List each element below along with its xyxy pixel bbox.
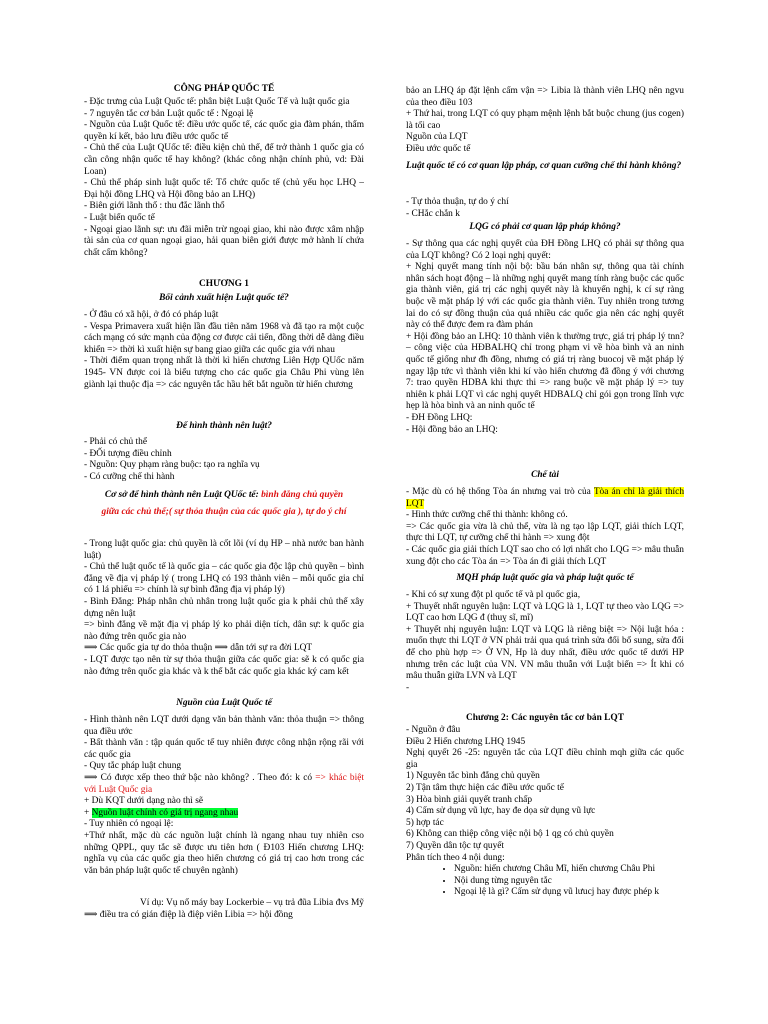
principle-item: 3) Hòa bình giải quyết tranh chấp	[406, 794, 533, 805]
sanction-list	[406, 487, 684, 568]
sources-item: - Bất thành văn : tập quán quốc tế tuy nhiên được công nhận rộng rãi với các quốc gia	[84, 738, 364, 760]
formation-item: - Phải có chủ thể	[84, 437, 148, 447]
relation-item: + Thuyết nhị nguyên luận: LQT và LQG là riêng biệt => Nội luật hóa : muốn thực thi LQT ở VN phải trải qua quá trình sửa đổi bổ sung, sửa đổi để cho phù hợp => Ở VN, Hp là duy nhất, điều ước quốc tế dưới HP nhưng trên các luật của VN. VN mâu thuẫn với Luật biển => Ít khi có mâu thuẫn giữa LVN và LQT	[406, 624, 684, 682]
yellow-highlight: Tòa án chỉ là giải thích LQT	[406, 487, 685, 509]
context-item: - Thời điểm quan trọng nhất là thời kì hiến chương Liên Hợp QUốc năm 1945- VN được coi là biểu tượng cho các quốc gia Châu Phi vùng lên giành lại thuộc địa => các nguyên tắc hầu hết bắt nguồn từ hiến chương	[84, 356, 364, 390]
legislative-list	[406, 197, 684, 220]
formation-item: - Nguồn: Quy phạm ràng buộc: tạo ra nghĩa vụ	[84, 460, 260, 471]
basis-item: ⟹ Các quốc gia tự do thỏa thuận ⟹ dẫn tới sự ra đời LQT	[84, 643, 313, 654]
example-paragraph: Ví dụ: Vụ nổ máy bay Lockerbie – vụ trả đũa Libia đvs Mỹ ⟹ điều tra có gián điệp là điệp viên Libia => hội đồng	[84, 898, 364, 920]
priority-red-text: => khác biệt với Luật Quốc gia	[84, 772, 364, 795]
intro-item: - Nguồn của Luật Quốc tế: điều ước quốc tế, các quốc gia đàm phán, thẩm quyền kí kết, bảo lưu điều ước quốc tế	[84, 120, 364, 142]
chapter-2-list	[406, 725, 684, 899]
principle-item: 7) Quyền dân tộc tự quyết	[406, 840, 505, 851]
basis-heading	[84, 487, 364, 521]
basis-item: => bình đẳng về mặt địa vị pháp lý ko phải diện tích, dân sự: k quốc gia nào đứng trên quốc gia nào	[84, 620, 364, 642]
sanction-item: - Hình thức cưỡng chế thi thành: không có.	[406, 510, 568, 521]
basis-item: - LQT được tạo nên từ sự thỏa thuận giữa các quốc gia: sẽ k có quốc gia nào đứng trên quốc gia khác và k thể bắt các quốc gia khác ký cam kết	[84, 654, 364, 677]
document-title: CÔNG PHÁP QUỐC TẾ	[173, 84, 275, 94]
lqg-heading: LQG có phải cơ quan lập pháp không?	[469, 222, 621, 232]
sources-list	[84, 715, 364, 877]
principle-item: 4) Cấm sử dụng vũ lực, hay đe dọa sử dụng vũ lực	[406, 806, 596, 817]
principle-item: 6) Không can thiệp công việc nội bộ 1 qg có chủ quyền	[406, 829, 614, 840]
ch2-item: Phân tích theo 4 nội dung:	[406, 852, 505, 863]
intro-item: - Đặc trưng của Luật Quốc tế: phân biệt Luật Quốc Tế và luật quốc gia	[84, 97, 350, 107]
relation-heading: MQH pháp luật quốc gia và pháp luật quốc tế	[456, 573, 634, 583]
basis-item: - Trong luật quốc gia: chủ quyền là cốt lõi (ví dụ HP – nhà nước ban hành luật)	[84, 539, 364, 561]
analysis-bullet-list	[406, 864, 684, 899]
green-highlight: Nguồn luật chính có giá trị ngang nhau	[91, 807, 239, 818]
principle-item: 2) Tận tâm thực hiện các điều ước quốc tế	[406, 782, 564, 793]
formation-heading: Để hình thành nên luật?	[176, 421, 272, 431]
intro-item: - Chủ thể pháp sinh luật quốc tế: Tổ chức quốc tế (chủ yếu học LHQ – Đại hội đồng LHQ và Hội đồng bảo an LHQ)	[84, 178, 364, 200]
sources-item: - Hình thành nên LQT dưới dạng văn bản thành văn: thỏa thuận => thông qua điều ước	[84, 715, 364, 737]
formation-list	[84, 437, 364, 483]
basis-item: - Chủ thể luật quốc tế là quốc gia – các quốc gia độc lập chủ quyền – bình đẳng về địa vị pháp lý ( trong LHQ có 193 thành viên – mỗi quốc gia chỉ có 1 lá phiếu => chính là sự bình đẳng địa vị pháp lý)	[84, 562, 364, 596]
principle-item: 5) hợp tác	[406, 817, 444, 828]
intro-item: - Biên giới lãnh thổ : thu đắc lãnh thổ	[84, 201, 225, 212]
lqg-item: + Nghị quyết mang tính nội bộ: bầu bán nhân sự, thông qua tài chính nhân sách hoạt động – là những nghị quyết mang tính ràng buộc các quốc gia thành viên, giá trị các nghị quyết này là khuyến nghị, k cí sự ràng buộc về mặt pháp lý với các quốc gia thành viên. Tuy nhiên trong tương lai do có sự đồng thuận của quá nhiều các quốc gia nên các nghị quyết này có thể được đem ra đàm phán	[406, 262, 684, 331]
lqg-item: + Hội đồng bảo an LHQ: 10 thành viên k thường trực, giá trị pháp lý tnn? – công việc của HĐBALHQ chỉ trong phạm vi về hòa bình và an ninh quốc tế giống như đh đồng, nhưng có giá trị ràng buocoj về mặt pháp lý ngay lập tức vì thành viên khi kí vào hiến chương đã đồng ý với chương 7: trao quyền HDBA khi thực thi => rang buộc về mặt pháp lý => tuy nhiên k phải LQT vì các nghị quyết HDBALQ chỉ gói gọn trong lĩnh vực hẹp là hòa bình và an ninh quốc tế	[406, 331, 684, 412]
relation-item: + Thuyết nhất nguyên luận: LQT và LQG là 1, LQT tự theo vào LQG => LQT cao hơn LQG đ (thuỵ sĩ, mĩ)	[406, 601, 684, 624]
lqg-item: - Sự thông qua các nghị quyết của ĐH Đồng LHQ có phải sự thông qua của LQT không? Có 2 loại nghị quyết:	[406, 239, 684, 261]
intro-item: - Ngoại giao lãnh sự: ưu đãi miễn trừ ngoại giao, khi nào được xâm nhập tài sản của cơ quan ngoại giao, hải quan biên giới được mở hành lí chứa chất cấm không?	[84, 224, 364, 258]
legislative-item: - Tự thỏa thuận, tự do ý chí	[406, 197, 509, 207]
intro-item: - Chủ thể của Luật QUốc tế: điều kiện chủ thể, để trở thành 1 quốc gia có cần công nhận quốc tế hay không? (khác công nhận chính phủ, vd: Đài Loan)	[84, 143, 364, 177]
continuation-item: bảo an LHQ áp đặt lệnh cấm vận => Libia là thành viên LHQ nên ngvu của theo điều 103	[406, 86, 684, 108]
sources-bullet-highlighted: + Nguồn luật chính có giá trị ngang nhau	[84, 807, 239, 818]
intro-item: - 7 nguyên tắc cơ bản Luật quốc tế : Ngoại lệ	[84, 108, 254, 119]
lqg-item: - ĐH Đồng LHQ:	[406, 412, 473, 423]
priority-line: ⟹ Có được xếp theo thứ bậc nào không? . Theo đó: k có => khác biệt với Luật Quốc gia	[84, 772, 364, 795]
sanction-item: => Các quốc gia vừa là chủ thể, vừa là ng tạo lập LQT, giải thích LQT, thực thi LQT, tự cưỡng chế thi hành => xung đột	[406, 521, 684, 544]
context-item: - Vespa Primavera xuất hiện lần đầu tiên năm 1968 và đã tạo ra một cuộc cách mạng có sức mạnh của động cơ được cải tiến, đồng thời dễ dàng điều khiển => thời kì xuất hiện sự bang giao giữa các quốc gia với nhau	[84, 321, 364, 355]
sources-item: - Tuy nhiên có ngoại lệ:	[84, 819, 174, 830]
continuation-list	[406, 86, 684, 156]
basis-list	[84, 539, 364, 678]
continuation-item: Điều ước quốc tế	[406, 143, 471, 154]
intro-list	[84, 97, 364, 259]
lqg-item: - Hội đồng bảo an LHQ:	[406, 424, 498, 435]
basis-heading-text: Cơ sở để hình thành nên Luật QUốc tế:	[104, 490, 262, 500]
context-item: - Ở đâu có xã hội, ở đó có pháp luật	[84, 310, 219, 320]
formation-item: - Có cưỡng chế thi hành	[84, 471, 175, 482]
sanction-item: - Các quốc gia giải thích LQT sao cho có lợi nhất cho LQG => mâu thuẫn xung đột cho các Tòa án => Tòa án đi giải thích LQT	[406, 544, 684, 567]
context-heading: Bối cảnh xuất hiện Luật quốc tế?	[159, 293, 289, 303]
intro-item: - Luật biển quốc tế	[84, 212, 155, 223]
continuation-item: Nguồn của LQT	[406, 132, 468, 143]
principle-item: 1) Nguyên tắc bình đẳng chủ quyền	[406, 771, 540, 782]
analysis-bullet: • Nội dung từng nguyên tắc	[454, 876, 684, 888]
chapter-1-heading: CHƯƠNG 1	[199, 279, 249, 289]
ch2-item: Điều 2 Hiến chương LHQ 1945	[406, 736, 526, 747]
analysis-bullet: • Ngoại lệ là gì? Cấm sử dụng vũ lưucj hay được phép k	[454, 887, 684, 899]
sources-heading: Nguồn của Luật Quốc tế	[176, 698, 272, 708]
continuation-item: + Thứ hai, trong LQT có quy phạm mệnh lệnh bắt buộc chung (jus cogen) là tối cao	[406, 109, 684, 131]
sources-item: - Quy tắc pháp luật chung	[84, 761, 182, 772]
formation-item: - ĐỐi tượng điều chỉnh	[84, 448, 172, 459]
legislative-item: - CHắc chắn k	[406, 208, 460, 219]
chapter-2-heading: Chương 2: Các nguyên tắc cơ bản LQT	[466, 713, 624, 723]
legislative-heading: Luật quốc tế có cơ quan lập pháp, cơ quan cưỡng chế thi hành không?	[406, 161, 682, 171]
relation-item: - Khi có sự xung đột pl quốc tế và pl quốc gia,	[406, 590, 581, 600]
context-list	[84, 310, 364, 391]
sanction-heading: Chế tài	[531, 470, 559, 480]
analysis-bullet: • Nguồn: hiến chương Châu Mĩ, hiến chương Châu Phi	[454, 864, 684, 876]
lqg-list	[406, 239, 684, 436]
ch2-item: Nghị quyết 26 -25: nguyên tắc của LQT điều chỉnh mqh giữa các quốc gia	[406, 748, 684, 770]
relation-list	[406, 590, 684, 694]
court-line: - Mặc dù có hệ thống Tòa án nhưng vai trò của Tòa án chỉ là giải thích LQT	[406, 487, 685, 509]
basis-item: - Bình Đẳng: Pháp nhân chủ nhân trong luật quốc gia k phải chủ thể xây dựng nên luật	[84, 596, 364, 619]
relation-item: -	[406, 682, 410, 693]
sources-item: +Thứ nhất, mặc dù các nguồn luật chính là ngang nhau tuy nhiên cso những QPPL, quy tắc sẽ được ưu tiên hơn ( Đ103 Hiến chương LHQ: nghĩa vụ của các quốc gia theo hiến chương có giá trị cao hơn trong các văn bản pháp luật quốc tế chuyên ngành)	[84, 830, 364, 876]
ch2-item: - Nguồn ở đâu	[406, 725, 461, 735]
sources-bullet: + Dù KQT dưới dạng nào thì sẽ	[84, 796, 204, 807]
basis-heading-red: bình đẳng chủ quyền giữa các chủ thể;( sự thỏa thuận của các quốc gia ), tự do ý chí	[101, 490, 347, 517]
